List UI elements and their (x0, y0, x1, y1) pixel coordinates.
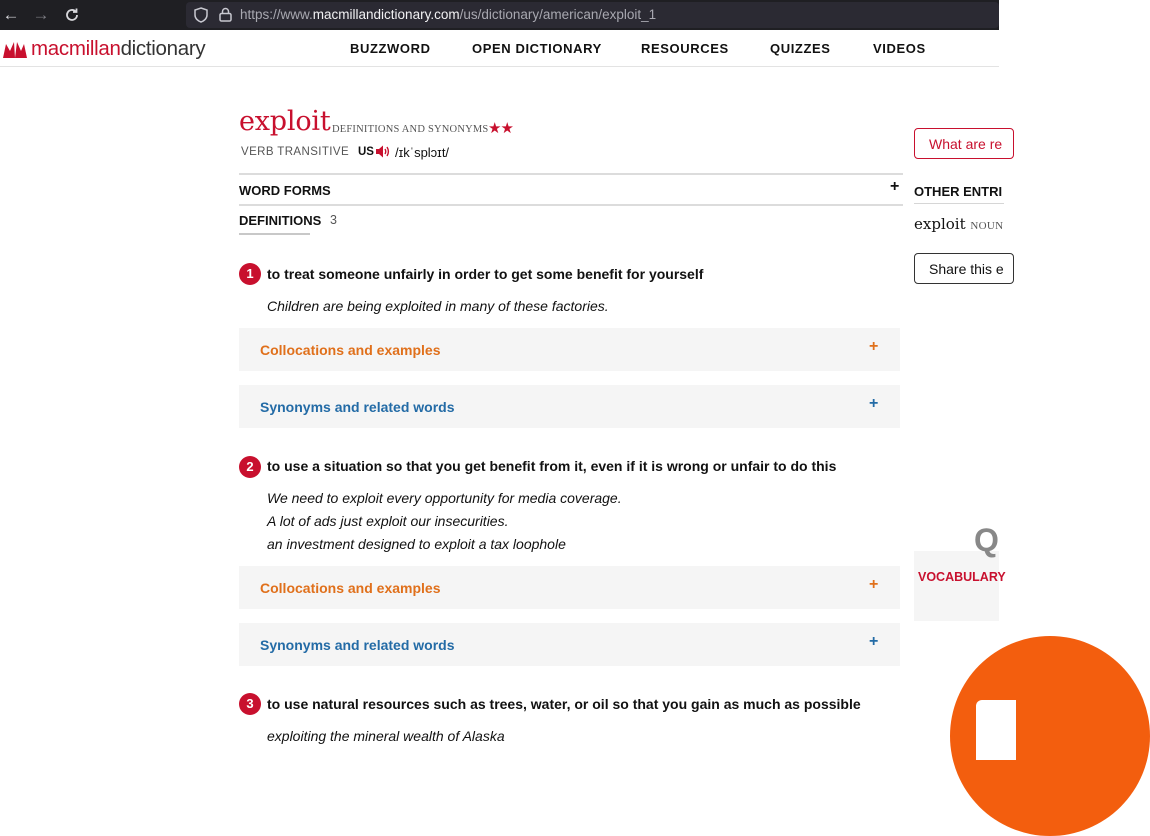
expand-plus-icon[interactable]: + (869, 576, 879, 593)
logo-text-dictionary: dictionary (120, 37, 206, 60)
definitions-and-synonyms-label: DEFINITIONS AND SYNONYMS (332, 124, 489, 135)
definitions-count: 3 (330, 213, 337, 227)
forward-arrow-icon[interactable]: → (32, 5, 50, 24)
other-entry-link[interactable] (914, 215, 1003, 233)
synonyms-label: Synonyms and related words (260, 399, 455, 415)
example-sentence: A lot of ads just exploit our insecurities. (267, 513, 509, 529)
divider (914, 203, 1004, 204)
nav-buzzword[interactable]: BUZZWORD (350, 41, 431, 56)
synonyms-label: Synonyms and related words (260, 637, 455, 653)
back-arrow-icon[interactable]: ← (2, 5, 20, 24)
divider (239, 204, 903, 206)
promo-graphic-inner (976, 700, 1016, 760)
sense-definition: to use natural resources such as trees, water, or oil so that you gain as much as possible (267, 696, 861, 712)
sense-definition: to treat someone unfairly in order to get some benefit for yourself (267, 266, 704, 282)
address-bar[interactable] (186, 2, 999, 28)
expand-plus-icon[interactable]: + (869, 395, 879, 412)
shield-icon[interactable] (194, 7, 208, 23)
example-sentence: exploiting the mineral wealth of Alaska (267, 728, 505, 744)
site-header (0, 30, 999, 67)
definitions-tab[interactable]: DEFINITIONS (239, 213, 322, 228)
region-label: US (358, 146, 374, 158)
what-are-red-words-button[interactable]: What are re (914, 128, 1014, 159)
nav-quizzes[interactable]: QUIZZES (770, 41, 831, 56)
other-entry-pos: NOUN (970, 220, 1004, 232)
synonyms-panel[interactable] (239, 623, 900, 666)
browser-toolbar (0, 0, 999, 30)
collocations-panel[interactable] (239, 566, 900, 609)
expand-plus-icon[interactable]: + (869, 633, 879, 650)
frequency-stars: ★★ (488, 120, 513, 137)
sense-number-badge: 2 (239, 456, 261, 478)
lock-icon[interactable] (219, 7, 232, 22)
word-forms-toggle[interactable]: WORD FORMS (239, 183, 331, 198)
sense-number-badge: 3 (239, 693, 261, 715)
quiz-promo-box[interactable] (914, 551, 999, 621)
vocabulary-label[interactable]: VOCABULARY (918, 570, 1006, 584)
example-sentence: Children are being exploited in many of these factories. (267, 298, 609, 314)
collocations-label: Collocations and examples (260, 580, 441, 596)
url-text[interactable]: https://www.macmillandictionary.com/us/dictionary/american/exploit_1 (240, 7, 657, 22)
headword: exploit (239, 106, 331, 137)
speaker-audio-icon[interactable] (375, 144, 391, 159)
other-entry-word: exploit (914, 215, 966, 233)
collocations-label: Collocations and examples (260, 342, 441, 358)
share-entry-button[interactable]: Share this e (914, 253, 1014, 284)
other-entries-heading: OTHER ENTRI (914, 184, 1003, 199)
macmillan-logo[interactable] (2, 37, 205, 61)
divider (239, 173, 903, 175)
logo-text-macmillan: macmillan (31, 37, 121, 60)
example-sentence: an investment designed to exploit a tax loophole (267, 536, 566, 552)
nav-resources[interactable]: RESOURCES (641, 41, 729, 56)
example-sentence: We need to exploit every opportunity for media coverage. (267, 490, 622, 506)
reload-icon[interactable] (61, 4, 83, 26)
nav-open-dictionary[interactable]: OPEN DICTIONARY (472, 41, 602, 56)
part-of-speech: VERB TRANSITIVE (241, 146, 350, 158)
macmillan-logo-icon (2, 39, 28, 59)
sense-definition: to use a situation so that you get benefit from it, even if it is wrong or unfair to do this (267, 458, 837, 474)
expand-plus-icon[interactable]: + (869, 338, 879, 355)
nav-videos[interactable]: VIDEOS (873, 41, 926, 56)
sense-number-badge: 1 (239, 263, 261, 285)
pronunciation: /ɪkˈsplɔɪt/ (395, 145, 450, 160)
collocations-panel[interactable] (239, 328, 900, 371)
quiz-heading-letter: Q (974, 522, 999, 558)
synonyms-panel[interactable] (239, 385, 900, 428)
word-forms-plus-icon[interactable]: + (890, 178, 900, 195)
definitions-tab-underline (239, 233, 310, 235)
